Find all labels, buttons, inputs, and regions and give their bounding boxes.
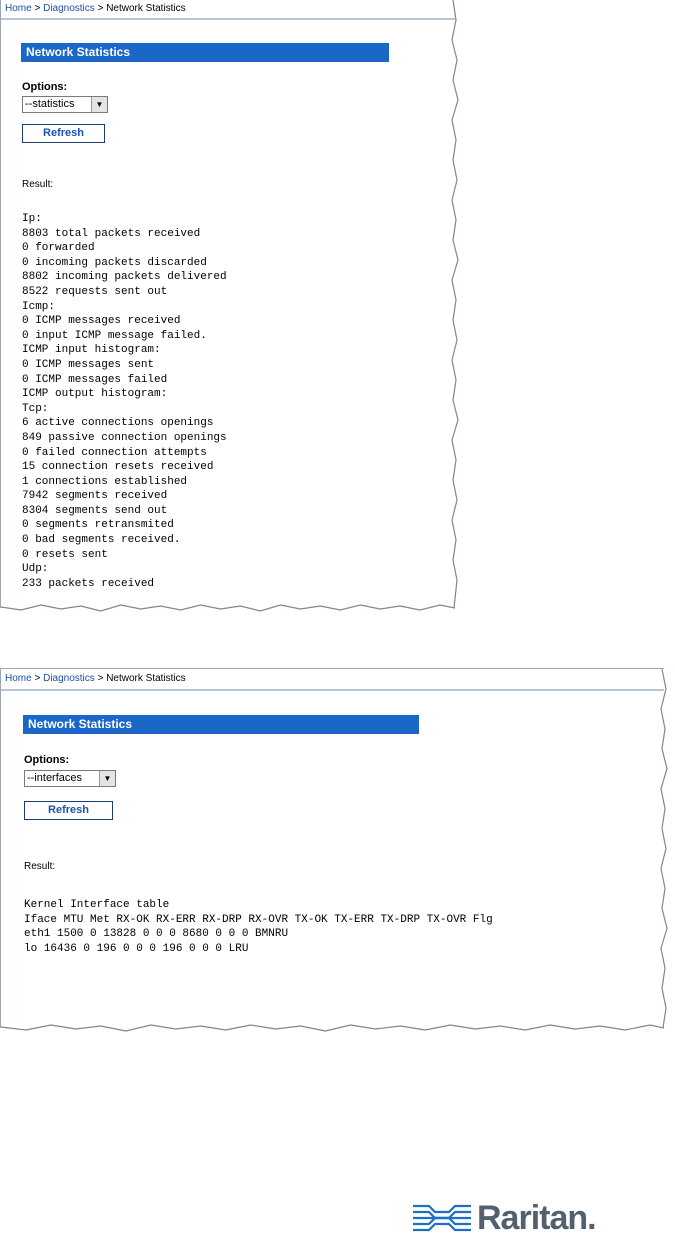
result-line: Iface MTU Met RX-OK RX-ERR RX-DRP RX-OVR TX-OK TX-ERR TX-DRP TX-OVR Flg bbox=[24, 913, 493, 926]
result-line: 0 resets sent bbox=[22, 548, 108, 561]
result-line: 1 connections established bbox=[22, 475, 188, 488]
result-line: Tcp: bbox=[22, 402, 49, 415]
result-line: 0 ICMP messages failed bbox=[22, 373, 168, 386]
result-line: 8522 requests sent out bbox=[22, 285, 168, 298]
breadcrumb-current: Network Statistics bbox=[106, 673, 186, 684]
result-line: ICMP input histogram: bbox=[22, 344, 161, 357]
result-line: Ip: bbox=[22, 213, 42, 225]
result-line: 849 passive connection openings bbox=[22, 431, 227, 444]
raritan-logo bbox=[411, 1197, 596, 1239]
result-line: 8304 segments send out bbox=[22, 504, 168, 517]
result-line: 7942 segments received bbox=[22, 490, 168, 503]
result-output bbox=[22, 212, 227, 591]
breadcrumb-diagnostics-link[interactable]: Diagnostics bbox=[43, 3, 95, 14]
result-line: Udp: bbox=[22, 563, 49, 576]
chevron-down-icon[interactable]: ▼ bbox=[99, 771, 115, 786]
result-label: Result: bbox=[22, 179, 54, 190]
result-line: 15 connection resets received bbox=[22, 461, 214, 474]
breadcrumb-home-link[interactable]: Home bbox=[5, 3, 32, 14]
result-line: 0 segments retransmited bbox=[22, 519, 174, 532]
refresh-button[interactable]: Refresh bbox=[22, 124, 105, 143]
result-line: Kernel Interface table bbox=[24, 899, 170, 911]
breadcrumb: Home > Diagnostics > Network Statistics bbox=[1, 0, 455, 20]
network-statistics-panel-interfaces bbox=[0, 668, 664, 1028]
result-label: Result: bbox=[24, 861, 56, 872]
options-label: Options: bbox=[22, 81, 68, 93]
page-title: Network Statistics bbox=[23, 715, 419, 734]
result-line: 0 input ICMP message failed. bbox=[22, 329, 207, 342]
result-line: eth1 1500 0 13828 0 0 0 8680 0 0 0 BMNRU bbox=[24, 928, 289, 941]
result-line: 8803 total packets received bbox=[22, 227, 201, 240]
raritan-wordmark: Raritan. bbox=[477, 1198, 596, 1237]
options-select-value: --statistics bbox=[25, 98, 75, 110]
refresh-button[interactable]: Refresh bbox=[24, 801, 113, 820]
chevron-down-icon[interactable]: ▼ bbox=[91, 97, 107, 112]
page-title: Network Statistics bbox=[21, 43, 389, 62]
options-label: Options: bbox=[24, 754, 70, 766]
result-line: 0 forwarded bbox=[22, 242, 95, 255]
result-output bbox=[24, 898, 493, 956]
torn-edge-bottom bbox=[1, 1022, 664, 1034]
result-line: lo 16436 0 196 0 0 0 196 0 0 0 LRU bbox=[24, 942, 249, 955]
network-statistics-panel-statistics bbox=[0, 0, 455, 608]
torn-edge-right bbox=[449, 0, 461, 608]
result-line: ICMP output histogram: bbox=[22, 388, 168, 401]
torn-edge-right bbox=[658, 669, 670, 1028]
result-line: Icmp: bbox=[22, 300, 56, 313]
torn-edge-bottom bbox=[1, 602, 455, 614]
result-line: 0 incoming packets discarded bbox=[22, 256, 207, 269]
result-line: 233 packets received bbox=[22, 577, 155, 590]
breadcrumb-diagnostics-link[interactable]: Diagnostics bbox=[43, 673, 95, 684]
result-line: 0 ICMP messages sent bbox=[22, 358, 155, 371]
result-line: 6 active connections openings bbox=[22, 417, 214, 430]
result-line: 8802 incoming packets delivered bbox=[22, 271, 227, 284]
result-line: 0 failed connection attempts bbox=[22, 446, 207, 459]
options-select[interactable] bbox=[22, 96, 108, 113]
breadcrumb-home-link[interactable]: Home bbox=[5, 673, 32, 684]
breadcrumb-current: Network Statistics bbox=[106, 3, 186, 14]
options-select[interactable] bbox=[24, 770, 116, 787]
options-select-value: --interfaces bbox=[27, 772, 83, 784]
breadcrumb: Home > Diagnostics > Network Statistics bbox=[1, 669, 664, 691]
result-line: 0 bad segments received. bbox=[22, 534, 181, 547]
raritan-logo-mark-icon bbox=[411, 1201, 473, 1235]
result-line: 0 ICMP messages received bbox=[22, 315, 181, 328]
